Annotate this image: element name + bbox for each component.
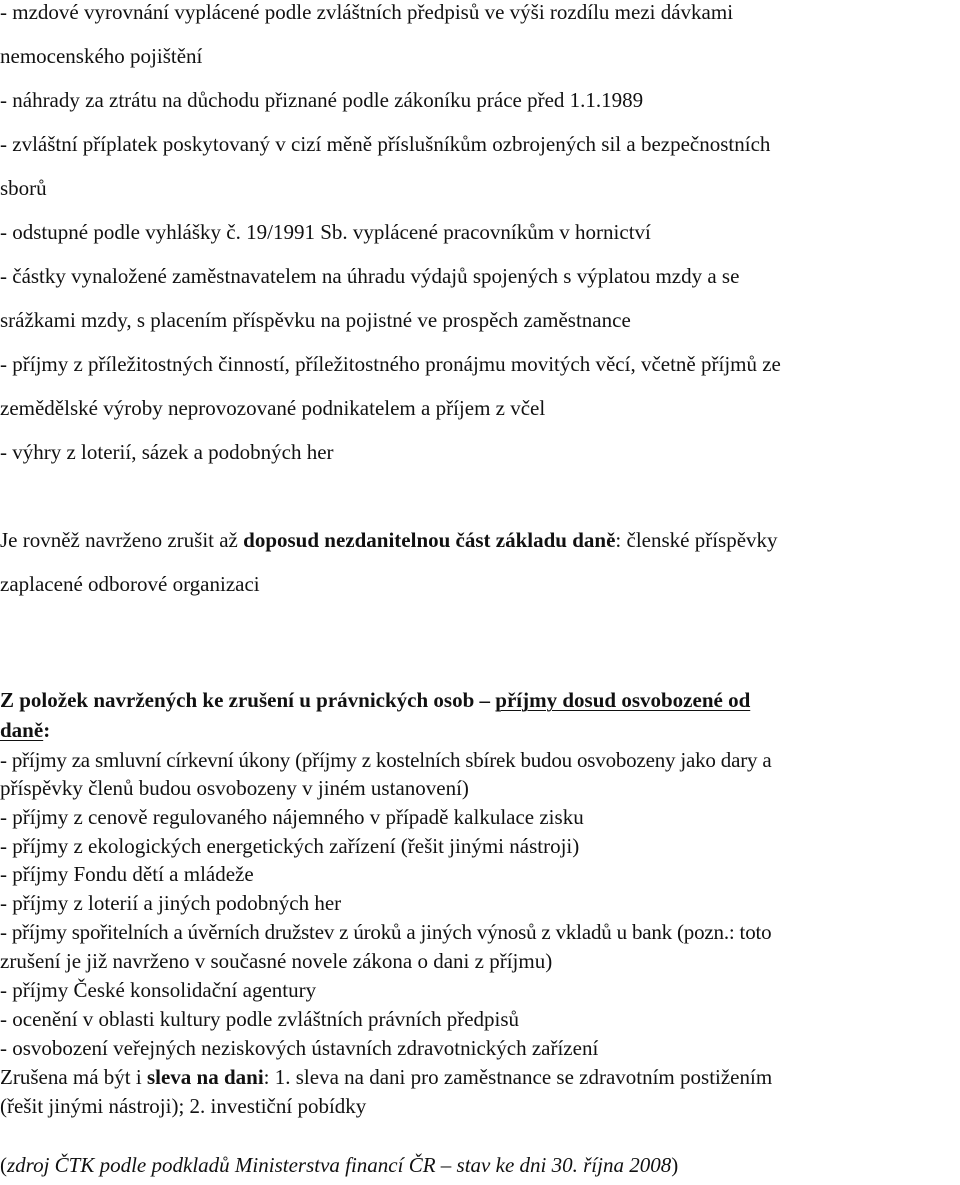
paragraph-line: - příjmy z ekologických energetických zařízení (řešit jinými nástroji) bbox=[0, 834, 580, 858]
paragraph-line: zaplacené odborové organizaci bbox=[0, 572, 260, 596]
text-run: Je rovněž navrženo zrušit až bbox=[0, 528, 244, 552]
paragraph-line: - výhry z loterií, sázek a podobných her bbox=[0, 440, 334, 464]
paragraph-line: - osvobození veřejných neziskových ústavních zdravotnických zařízení bbox=[0, 1036, 599, 1060]
paragraph-line: příspěvky členů budou osvobozeny v jiném ustanovení) bbox=[0, 776, 469, 800]
paragraph-line: - zvláštní příplatek poskytovaný v cizí měně příslušníkům ozbrojených sil a bezpečnostních bbox=[0, 132, 771, 156]
paragraph-line: - příjmy za smluvní církevní úkony (příjmy z kostelních sbírek budou osvobozeny jako dary a bbox=[0, 748, 772, 772]
heading-colon: : bbox=[43, 718, 51, 742]
text-run: : 1. sleva na dani pro zaměstnance se zdravotním postižením bbox=[263, 1065, 773, 1089]
paragraph-line: - příjmy spořitelních a úvěrních družstev z úroků a jiných výnosů z vkladů u bank (pozn.: toto bbox=[0, 920, 772, 944]
bold-phrase: sleva na dani bbox=[146, 1065, 264, 1089]
paragraph-line: - příjmy z cenově regulovaného nájemného v případě kalkulace zisku bbox=[0, 805, 584, 829]
paragraph-line: - odstupné podle vyhlášky č. 19/1991 Sb. vyplácené pracovníkům v hornictví bbox=[0, 220, 651, 244]
paragraph-line: - ocenění v oblasti kultury podle zvláštních právních předpisů bbox=[0, 1007, 520, 1031]
heading-dash: – bbox=[474, 688, 496, 712]
paragraph-line: - příjmy z loterií a jiných podobných her bbox=[0, 891, 342, 915]
section-heading bbox=[0, 690, 750, 711]
paragraph-line: - mzdové vyrovnání vyplácené podle zvláštních předpisů ve výši rozdílu mezi dávkami bbox=[0, 0, 734, 24]
section-heading-continued bbox=[0, 720, 50, 741]
paragraph-line: zemědělské výroby neprovozované podnikatelem a příjem z včel bbox=[0, 396, 546, 420]
paragraph-line: - příjmy České konsolidační agentury bbox=[0, 978, 317, 1002]
paragraph-line: - příjmy Fondu dětí a mládeže bbox=[0, 862, 254, 886]
paragraph-line: nemocenského pojištění bbox=[0, 44, 203, 68]
paragraph-line bbox=[0, 1067, 772, 1088]
source-text: zdroj ČTK podle podkladů Ministerstva financí ČR – stav ke dni 30. října 2008 bbox=[7, 1153, 672, 1177]
heading-underlined: příjmy dosud osvobozené od bbox=[495, 688, 751, 712]
paragraph-line: zrušení je již navrženo v současné novele zákona o dani z příjmu) bbox=[0, 949, 553, 973]
paren-close: ) bbox=[671, 1153, 679, 1177]
paragraph-line: (řešit jinými nástroji); 2. investiční pobídky bbox=[0, 1094, 367, 1118]
paren-open: ( bbox=[0, 1153, 7, 1177]
paragraph-line: - příjmy z příležitostných činností, příležitostného pronájmu movitých věcí, včetně příjmů ze bbox=[0, 352, 781, 376]
paragraph-line: - náhrady za ztrátu na důchodu přiznané podle zákoníku práce před 1.1.1989 bbox=[0, 88, 644, 112]
heading-underlined: daně bbox=[0, 718, 44, 742]
source-citation bbox=[0, 1155, 678, 1176]
text-run: Zrušena má být i bbox=[0, 1065, 147, 1089]
text-run: : členské příspěvky bbox=[615, 528, 778, 552]
bold-phrase: doposud nezdanitelnou část základu daně bbox=[243, 528, 616, 552]
paragraph-line: srážkami mzdy, s placením příspěvku na pojistné ve prospěch zaměstnance bbox=[0, 308, 631, 332]
paragraph-line bbox=[0, 530, 778, 551]
paragraph-line: - částky vynaložené zaměstnavatelem na úhradu výdajů spojených s výplatou mzdy a se bbox=[0, 264, 740, 288]
paragraph-line: sborů bbox=[0, 176, 47, 200]
heading-part: Z položek navržených ke zrušení u právnických osob bbox=[0, 688, 475, 712]
